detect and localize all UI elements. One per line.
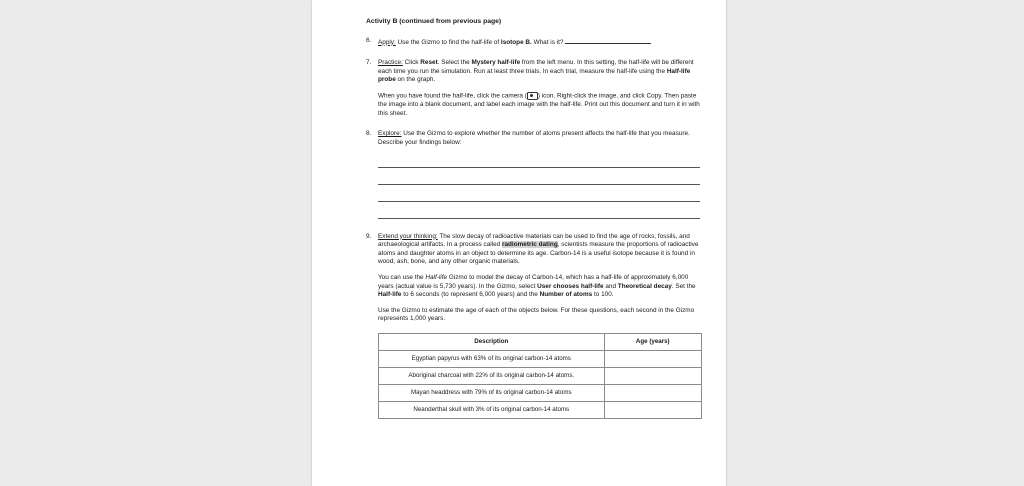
question-label: Explore:	[378, 130, 402, 138]
age-input-cell[interactable]	[604, 367, 701, 384]
table-row	[379, 350, 702, 367]
description-cell: Mayan headdress with 79% of its original carbon-14 atoms	[379, 384, 605, 401]
age-input-cell[interactable]	[604, 350, 701, 367]
answer-line[interactable]	[378, 151, 700, 168]
description-cell: Neanderthal skull with 3% of its original carbon-14 atoms	[379, 401, 605, 418]
highlighted-term: radiometric dating	[501, 241, 558, 249]
question-number: 7.	[366, 59, 372, 67]
question-9	[366, 233, 702, 324]
answer-line[interactable]	[378, 202, 700, 219]
age-input-cell[interactable]	[604, 384, 701, 401]
age-input-cell[interactable]	[604, 401, 701, 418]
question-body: Apply: Use the Gizmo to find the half-life of Isotope B. What is it?	[378, 37, 702, 48]
table-row	[379, 384, 702, 401]
question-7	[366, 59, 702, 118]
answer-line[interactable]	[378, 185, 700, 202]
question-6	[366, 37, 702, 48]
table-header-row	[379, 333, 702, 350]
question-number: 9.	[366, 232, 372, 240]
description-cell: Egyptian papyrus with 63% of its original carbon-14 atoms	[379, 350, 605, 367]
question-body: Explore: Use the Gizmo to explore whether the number of atoms present affects the half-life that you measure. Describe your findings below:	[378, 130, 690, 147]
column-header: Description	[379, 333, 605, 350]
description-cell: Aboriginal charcoal with 22% of its original carbon-14 atoms.	[379, 367, 605, 384]
question-8	[366, 130, 702, 147]
question-body: Practice: Click Reset. Select the Mystery half-life from the left menu. In this setting, the half-life will be different each time you run the simulation. Run at least three trials. In each trial, measure the half-life using the Half-life probe on the graph. When you have found the half-life, click the camera ( ) icon. Right-click the image, and click Copy. Then paste the image into a blank document, and label each image with the half-life. Print out this document and turn it in with this sheet.	[378, 59, 700, 117]
question-number: 6.	[366, 36, 372, 44]
column-header: Age (years)	[604, 333, 701, 350]
camera-icon	[527, 92, 538, 100]
age-table	[378, 333, 702, 419]
activity-heading: Activity B (continued from previous page)	[366, 18, 502, 25]
table-row	[379, 401, 702, 418]
question-label: Practice:	[378, 59, 403, 67]
question-label: Apply:	[378, 38, 396, 46]
question-label: Extend your thinking:	[378, 232, 438, 240]
question-body: Extend your thinking: The slow decay of radioactive materials can be used to find the age of rocks, fossils, and archaeological artifacts. In a process called radiometric dating, scientists measure the proportions of radioactive atoms and daughter atoms in an object to determine its age. Carbon-14 is a useful isotope because it is found in wood, ash, bone, and any other organic materials. You can use the Half-life Gizmo to model the decay of Carbon-14, which has a half-life of approximately 6,000 years (actual value is 5,730 years). In the Gizmo, select User chooses half-life and Theoretical decay. Set the Half-life to 6 seconds (to represent 6,000 years) and the Number of atoms to 100. Use the Gizmo to estimate the age of each of the objects below. For these questions, each second in the Gizmo represents 1,000 years.	[378, 232, 699, 323]
answer-line[interactable]	[378, 168, 700, 185]
document-page	[312, 0, 726, 486]
question-number: 8.	[366, 130, 372, 138]
answer-lines	[366, 151, 702, 219]
table-row	[379, 367, 702, 384]
page-content	[366, 18, 702, 419]
answer-blank[interactable]	[565, 37, 651, 44]
